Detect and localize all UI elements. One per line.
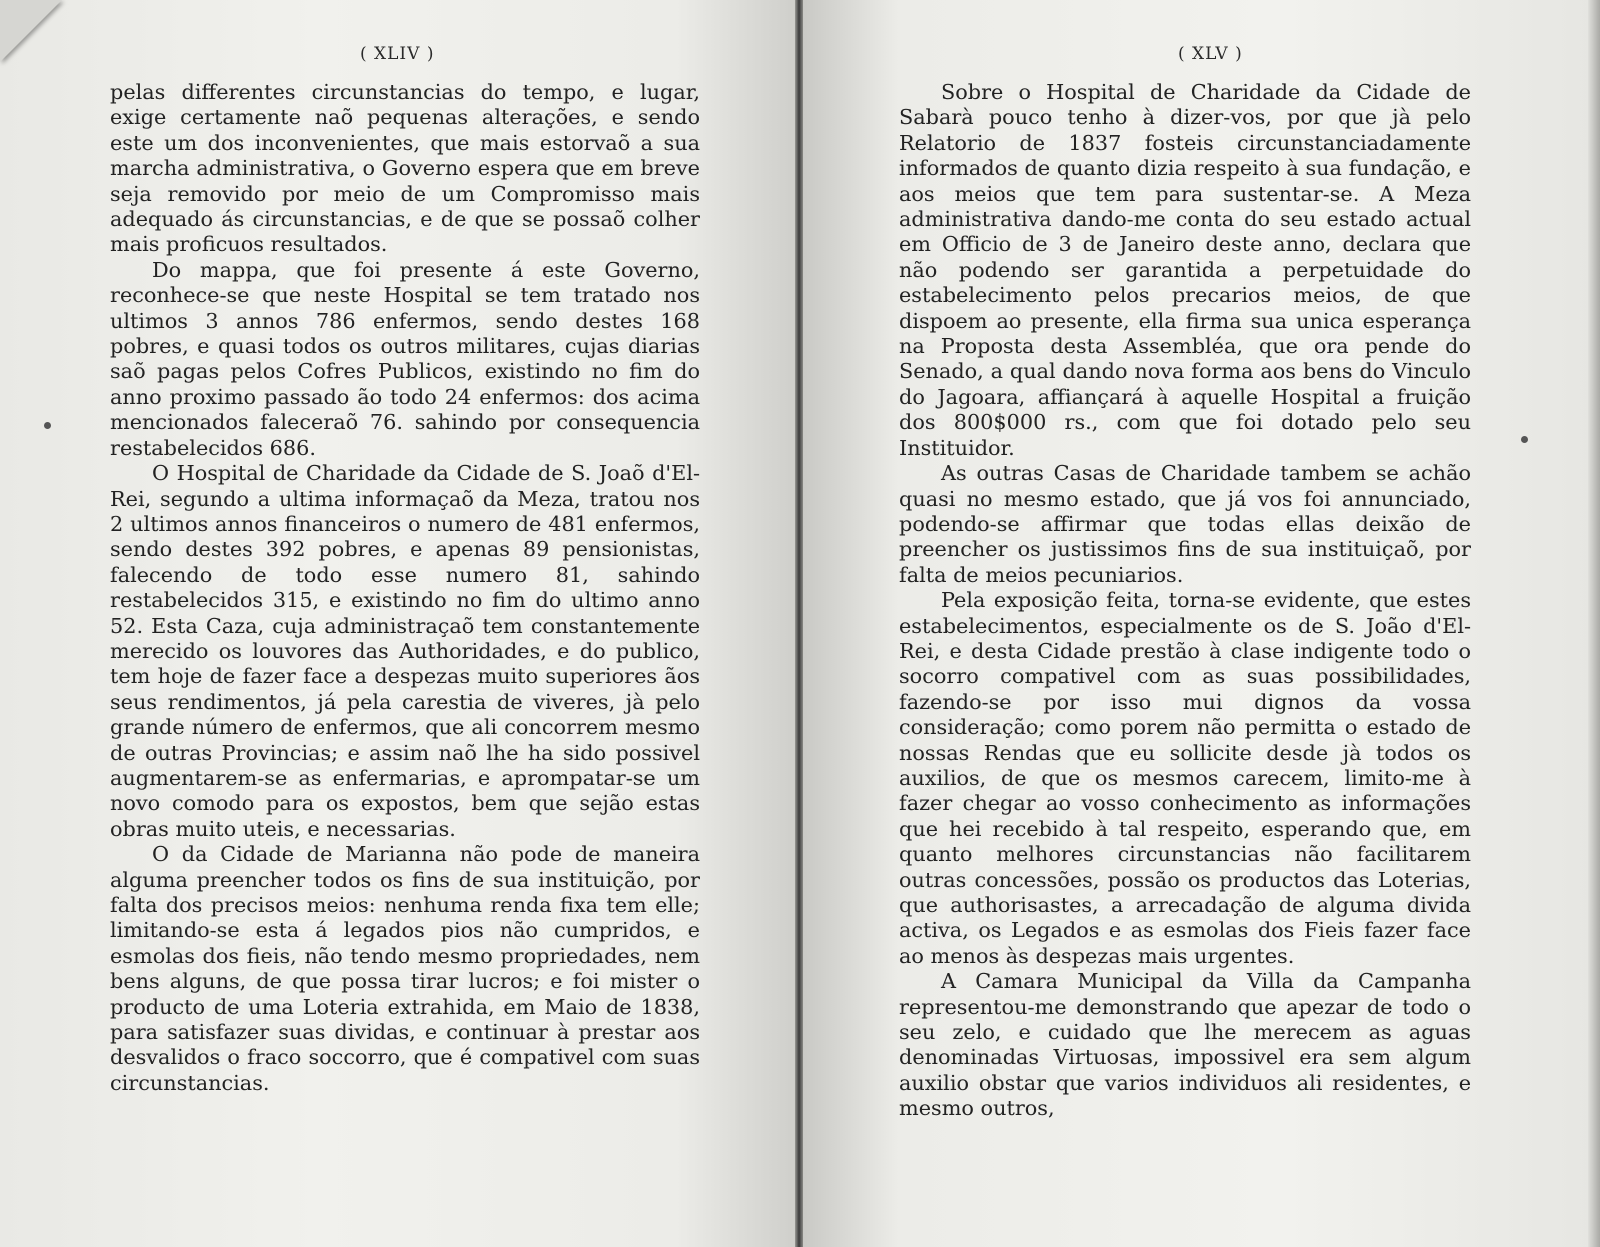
paper-speck	[44, 422, 51, 429]
right-page-body	[899, 80, 1471, 1122]
page-number-header: ( XLV )	[1178, 44, 1243, 64]
paragraph: O da Cidade de Marianna não pode de maneira alguma preencher todos os fins de sua instituição, por falta dos precisos meios: nenhuma renda fixa tem elle; limitando-se esta á legados pios não cumpridos, e esmolas dos fieis, não tendo mesmo propriedades, nem bens alguns, de que possa tirar lucros; e foi mister o producto de uma Loteria extrahida, em Maio de 1838, para satisfazer suas dividas, e continuar à prestar aos desvalidos o fraco soccorro, que é compativel com suas circunstancias.	[110, 842, 700, 1095]
paragraph: A Camara Municipal da Villa da Campanha representou-me demonstrando que apezar de todo o seu zelo, e cuidado que lhe merecem as aguas denominadas Virtuosas, impossivel era sem algum auxilio obstar que varios individuos ali residentes, e mesmo outros,	[899, 969, 1471, 1121]
book-gutter	[795, 0, 803, 1247]
paragraph: Sobre o Hospital de Charidade da Cidade de Sabarà pouco tenho à dizer-vos, por que jà pelo Relatorio de 1837 fosteis circunstanciadamente informados de quanto dizia respeito à sua fundação, e aos meios que tem para sustentar-se. A Meza administrativa dando-me conta do seu estado actual em Officio de 3 de Janeiro deste anno, declara que não podendo ser garantida a perpetuidade do estabelecimento pelos precarios meios, de que dispoem ao presente, ella firma sua unica esperança na Proposta desta Assembléa, que ora pende do Senado, a qual dando nova forma aos bens do Vinculo do Jagoara, affiançará à aquelle Hospital a fruição dos 800$000 rs., com que foi dotado pelo seu Instituidor.	[899, 80, 1471, 460]
page-edge	[1588, 0, 1600, 1247]
paragraph: Pela exposição feita, torna-se evidente, que estes estabelecimentos, especialmente os de S. João d'El-Rei, e desta Cidade prestão à clase indigente todo o socorro compativel com as suas possibilidades, fazendo-se por isso mui dignos da vossa consideração; como porem não permitta o estado de nossas Rendas que eu sollicite desde jà todos os auxilios, de que os mesmos carecem, limito-me à fazer chegar ao vosso conhecimento as informações que hei recebido à tal respeito, esperando que, em quanto melhores circunstancias não facilitarem outras concessões, possão os productos das Loterias, que authorisastes, a arrecadação de alguma divida activa, os Legados e as esmolas dos Fieis fazer face ao menos às despezas mais urgentes.	[899, 588, 1471, 968]
paragraph: Do mappa, que foi presente á este Governo, reconhece-se que neste Hospital se tem tratado nos ultimos 3 annos 786 enfermos, sendo destes 168 pobres, e quasi todos os outros militares, cujas diarias saõ pagas pelos Cofres Publicos, existindo no fim do anno proximo passado ão todo 24 enfermos: dos acima mencionados faleceraõ 76. sahindo por consequencia restabelecidos 686.	[110, 257, 700, 460]
right-page	[803, 0, 1600, 1247]
paper-speck	[1521, 436, 1528, 443]
paragraph: O Hospital de Charidade da Cidade de S. Joaõ d'El-Rei, segundo a ultima informaçaõ da Meza, tratou nos 2 ultimos annos financeiros o numero de 481 enfermos, sendo destes 392 pobres, e apenas 89 pensionistas, falecendo de todo esse numero 81, sahindo restabelecidos 315, e existindo no fim do ultimo anno 52. Esta Caza, cuja administraçaõ tem constantemente merecido os louvores das Authoridades, e do publico, tem hoje de fazer face a despezas muito superiores ãos seus rendimentos, já pela carestia de viveres, jà pelo grande número de enfermos, que ali concorrem mesmo de outras Provincias; e assim naõ lhe ha sido possivel augmentarem-se as enfermarias, e aprompatar-se um novo comodo para os expostos, bem que sejão estas obras muito uteis, e necessarias.	[110, 461, 700, 841]
left-page	[0, 0, 795, 1247]
page-number-header: ( XLIV )	[360, 44, 435, 64]
left-page-body	[110, 80, 700, 1096]
folded-corner	[0, 0, 62, 62]
paragraph: As outras Casas de Charidade tambem se achão quasi no mesmo estado, que já vos foi annunciado, podendo-se affirmar que todas ellas deixão de preencher os justissimos fins de sua instituiçaõ, por falta de meios pecuniarios.	[899, 461, 1471, 587]
paragraph: pelas differentes circunstancias do tempo, e lugar, exige certamente naõ pequenas alterações, e sendo este um dos inconvenientes, que mais estorvaõ a sua marcha administrativa, o Governo espera que em breve seja removido por meio de um Compromisso mais adequado ás circunstancias, e de que se possaõ colher mais proficuos resultados.	[110, 80, 700, 257]
